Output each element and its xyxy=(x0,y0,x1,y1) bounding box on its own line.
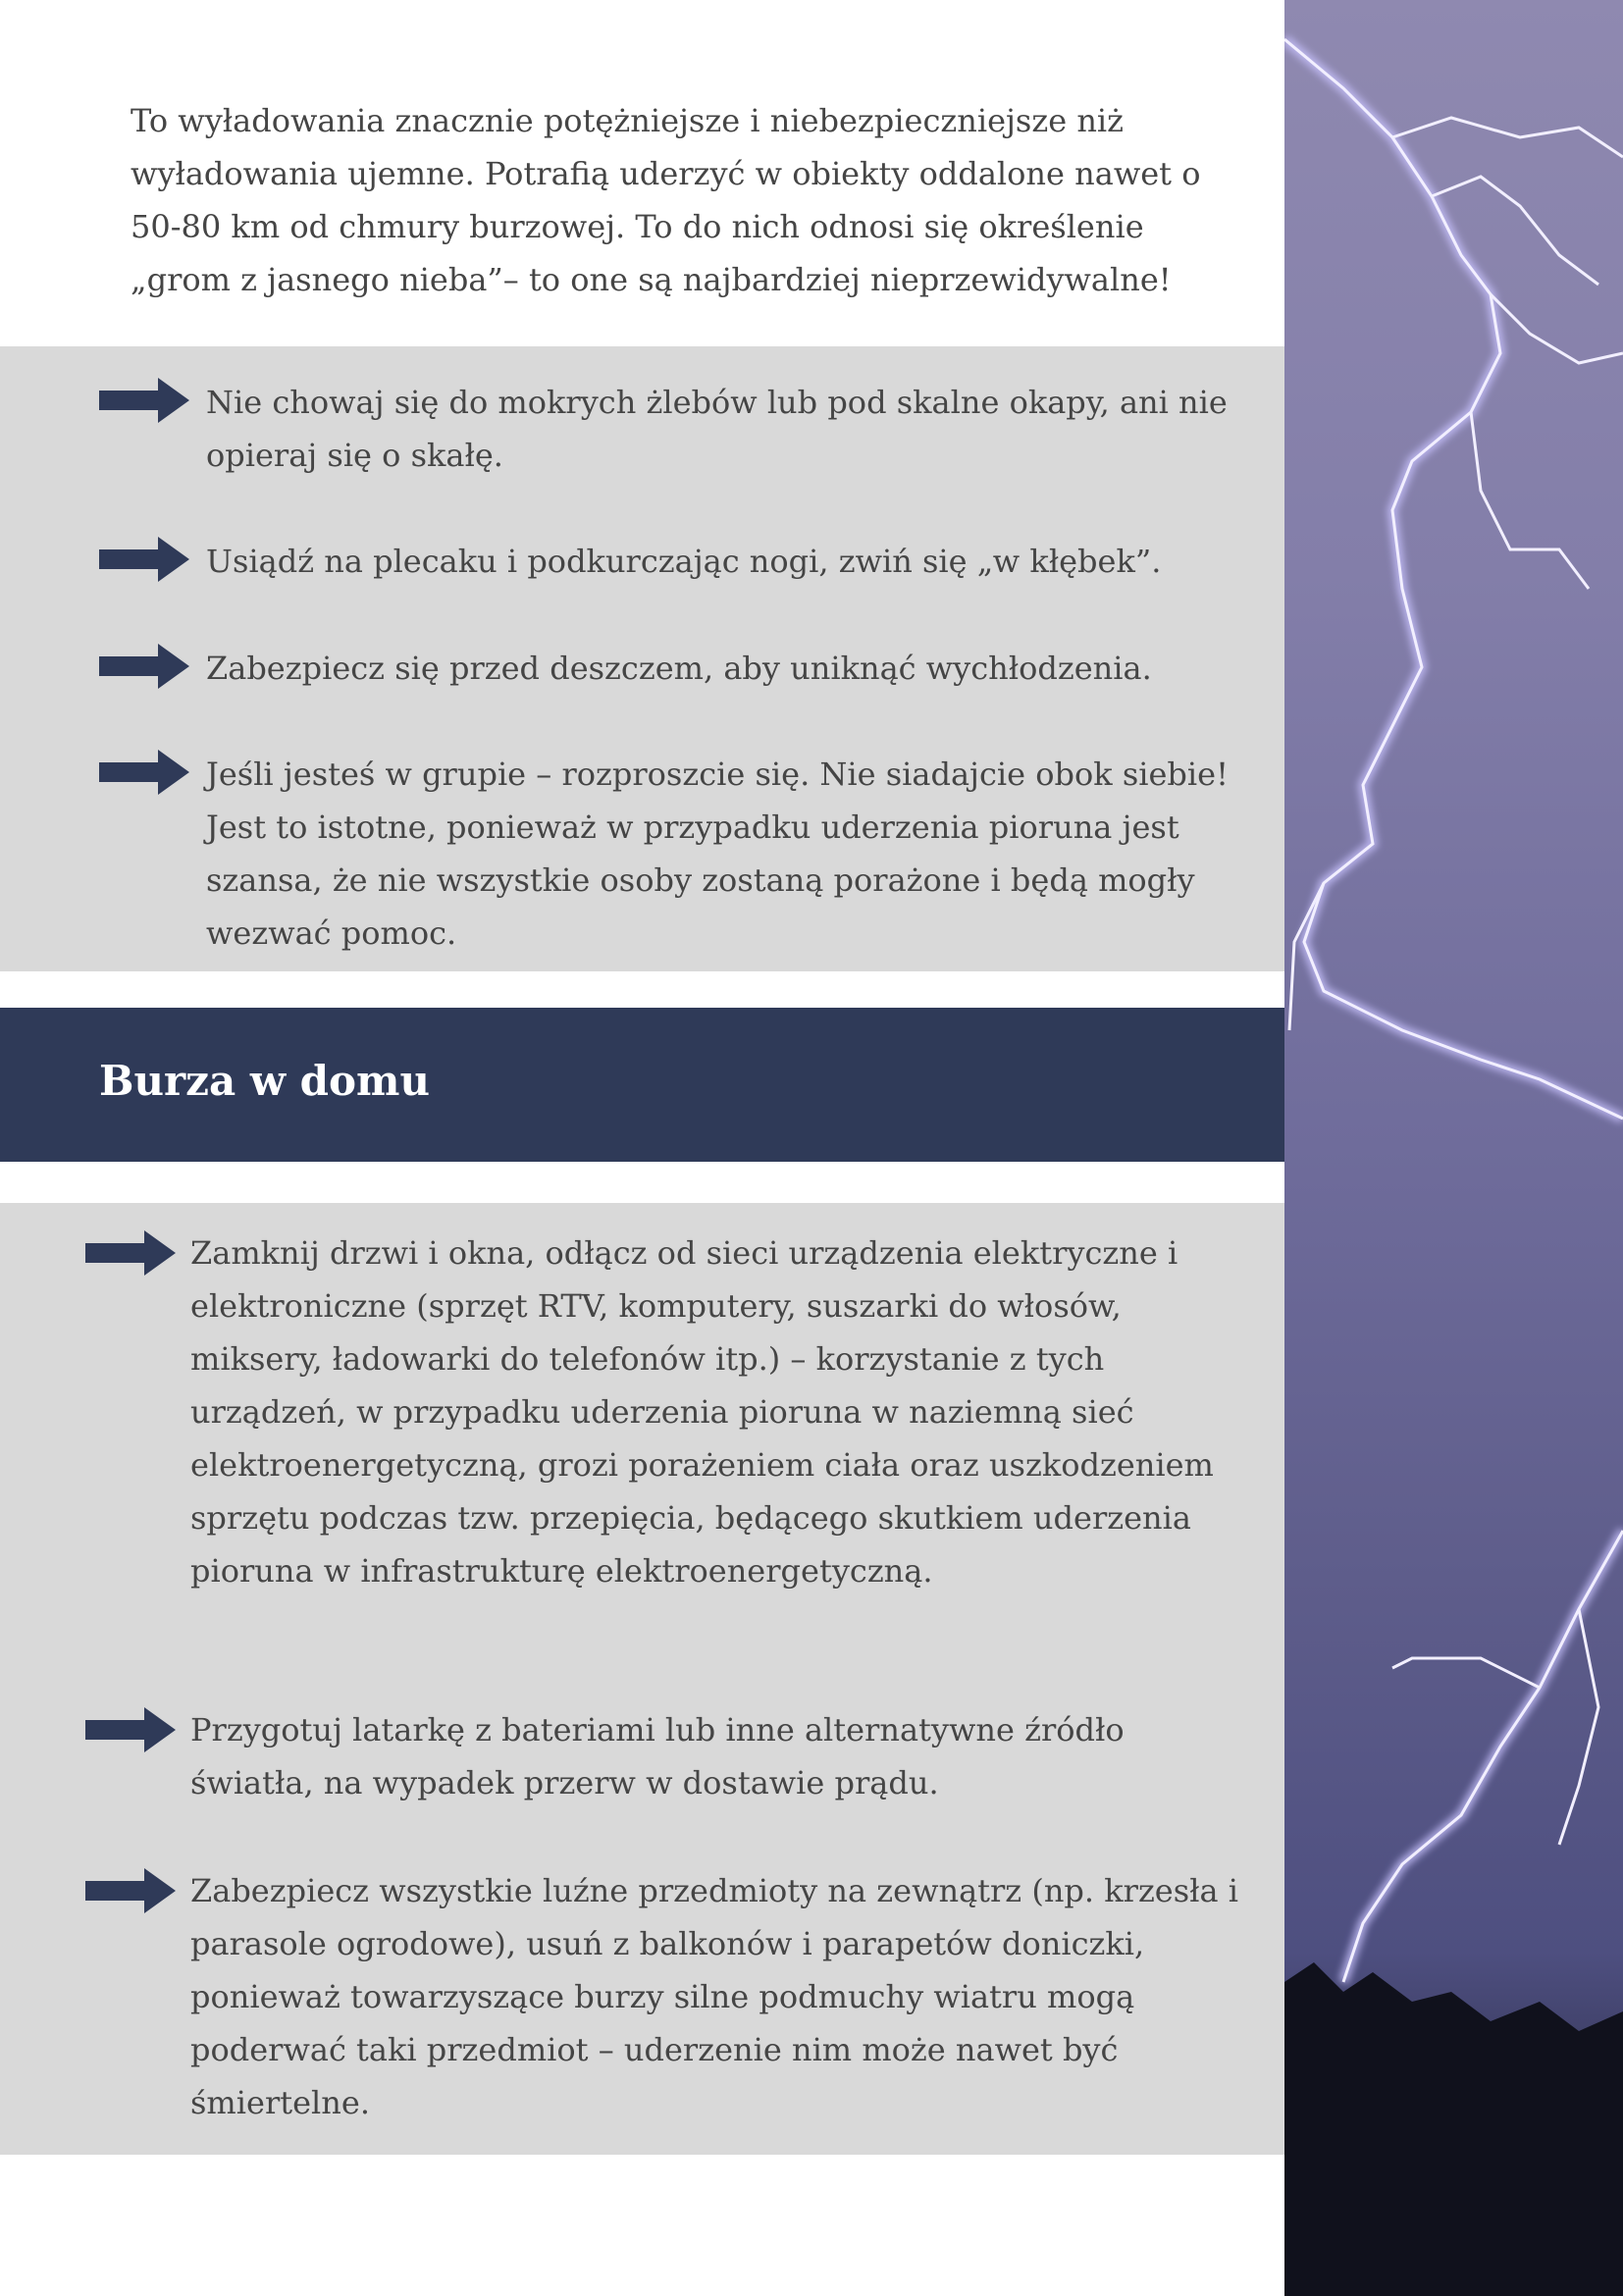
list-item: Usiądź na plecaku i podkurczając nogi, zwiń się „w kłębek”. xyxy=(206,543,1162,580)
arrow-icon xyxy=(99,378,189,423)
outdoor-tips-box xyxy=(0,346,1284,971)
list-item: Zabezpiecz wszystkie luźne przedmioty na zewnątrz (np. krzesła i parasole ogrodowe), usuń z balkonów i parapetów doniczki, ponieważ towarzyszące burzy silne podmuchy wiatru mogą poderwać taki przedmiot – uderzenie nim może nawet być śmiertelne. xyxy=(190,1872,1239,2121)
list-item: Nie chowaj się do mokrych żlebów lub pod skalne okapy, ani nie opieraj się o skałę. xyxy=(206,384,1228,474)
list-item: Zabezpiecz się przed deszczem, aby uniknąć wychłodzenia. xyxy=(206,650,1152,687)
arrow-icon xyxy=(85,1868,176,1913)
intro-paragraph: To wyładowania znacznie potężniejsze i niebezpieczniejsze niż wyładowania ujemne. Potrafią uderzyć w obiekty oddalone nawet o 50-80 km od chmury burzowej. To do nich odnosi się określenie „grom z jasnego nieba”– to one są najbardziej nieprzewidywalne! xyxy=(131,102,1201,298)
home-tips-box xyxy=(0,1203,1284,2155)
arrow-icon xyxy=(99,750,189,795)
arrow-icon xyxy=(99,644,189,689)
list-item: Przygotuj latarkę z bateriami lub inne alternatywne źródło światła, na wypadek przerw w dostawie prądu. xyxy=(190,1711,1125,1801)
list-item: Zamknij drzwi i okna, odłącz od sieci urządzenia elektryczne i elektroniczne (sprzęt RTV, komputery, suszarki do włosów, miksery, ładowarki do telefonów itp.) – korzystanie z tych urządzeń, w przypadku uderzenia pioruna w naziemną sieć elektroenergetyczną, grozi porażeniem ciała oraz uszkodzeniem sprzętu podczas tzw. przepięcia, będącego skutkiem uderzenia pioruna w infrastrukturę elektroenergetyczną. xyxy=(190,1234,1214,1590)
arrow-icon xyxy=(85,1230,176,1276)
list-item: Jeśli jesteś w grupie – rozproszcie się. Nie siadajcie obok siebie! Jest to istotne, ponieważ w przypadku uderzenia pioruna jest szansa, że nie wszystkie osoby zostaną porażone i będą mogły wezwać pomoc. xyxy=(206,756,1229,952)
arrow-icon xyxy=(85,1707,176,1752)
arrow-icon xyxy=(99,537,189,582)
lightning-photo xyxy=(1284,0,1623,2296)
section-header xyxy=(0,1008,1284,1162)
section-title: Burza w domu xyxy=(99,1057,430,1105)
